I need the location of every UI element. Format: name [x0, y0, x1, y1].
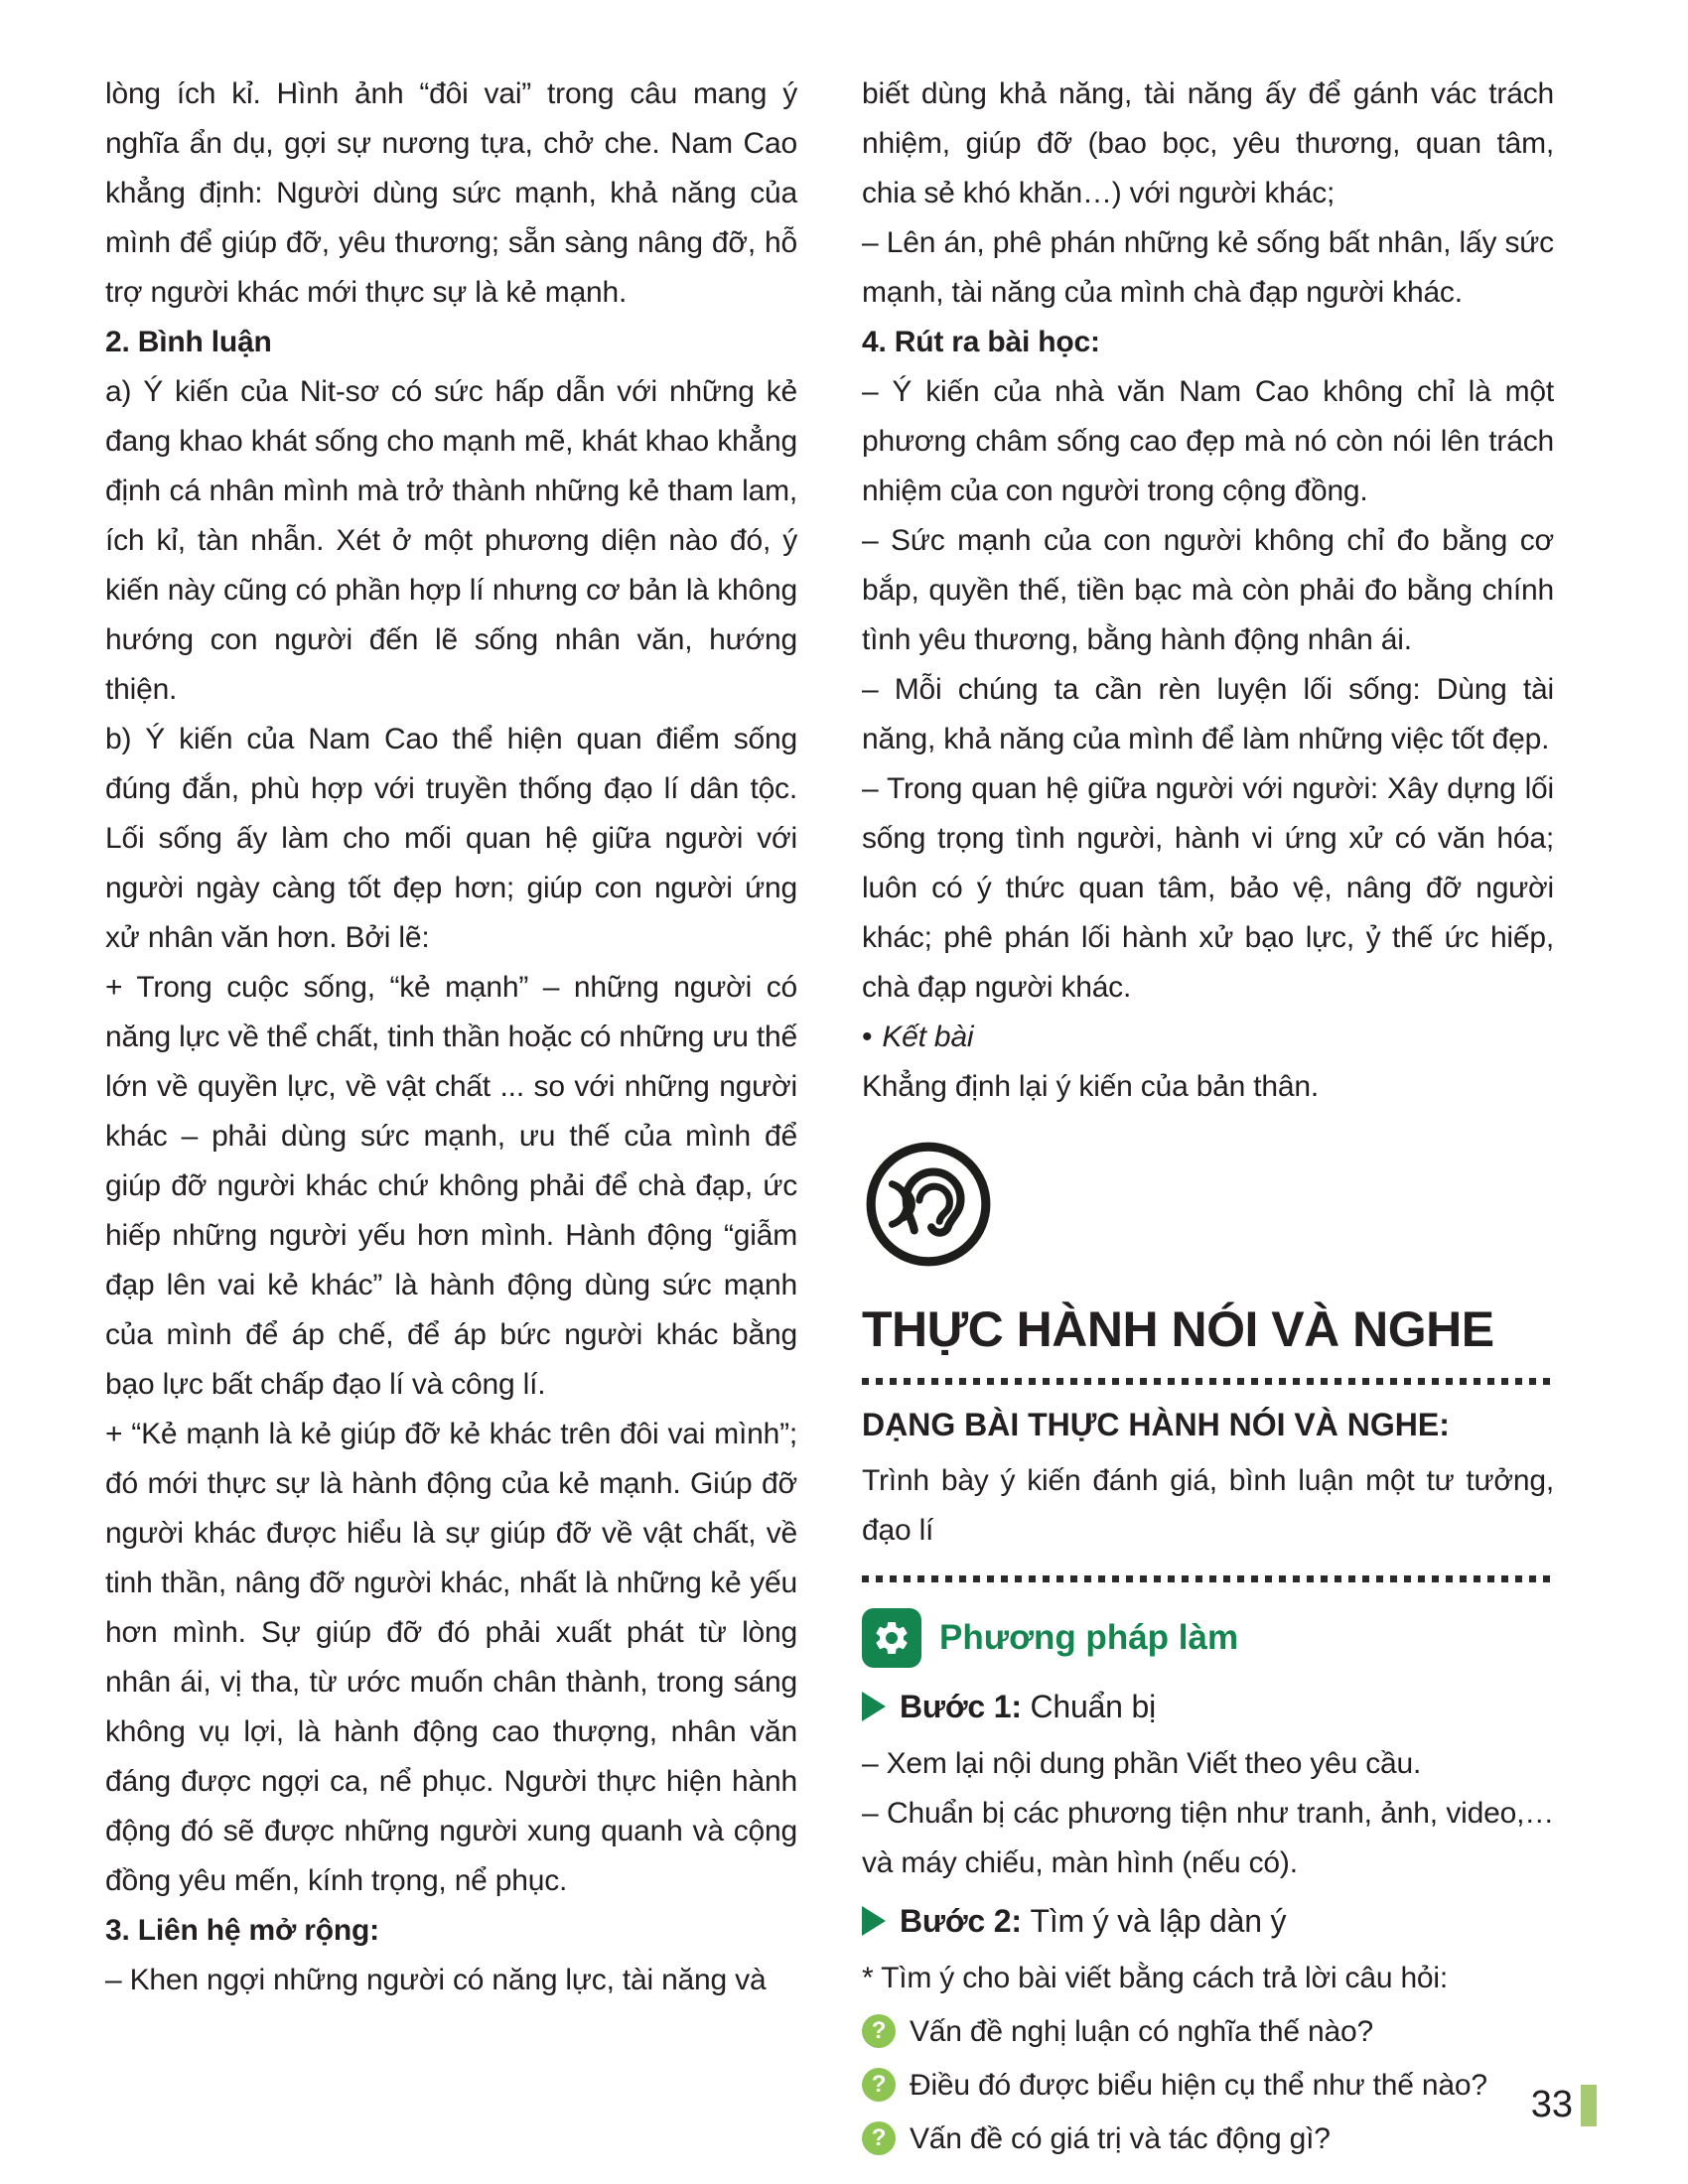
right-column: [862, 69, 1554, 2168]
paragraph: – Lên án, phê phán những kẻ sống bất nhân, lấy sức mạnh, tài năng của mình chà đạp người khác.: [862, 226, 1554, 309]
question-mark-circle-icon: ?: [862, 2121, 896, 2155]
paragraph: Khẳng định lại ý kiến của bản thân.: [862, 1070, 1320, 1103]
step-1-item: – Chuẩn bị các phương tiện như tranh, ảnh, video,… và máy chiếu, màn hình (nếu có).: [862, 1797, 1554, 1879]
question-text: Vấn đề có giá trị và tác động gì?: [910, 2122, 1331, 2155]
page-number: 33: [1530, 2084, 1573, 2125]
step-1-text: Chuẩn bị: [1030, 1689, 1156, 1724]
paragraph: – Mỗi chúng ta cần rèn luyện lối sống: Dùng tài năng, khả năng của mình để làm những việc tốt đẹp.: [862, 673, 1554, 755]
paragraph: + “Kẻ mạnh là kẻ giúp đỡ kẻ khác trên đôi vai mình”; đó mới thực sự là hành động của kẻ mạnh. Giúp đỡ người khác được hiểu là sự giúp đỡ về vật chất, về tinh thần, nâng đỡ người khác, nhất là những kẻ yếu hơn mình. Sự giúp đỡ đó phải xuất phát từ lòng nhân ái, vị tha, từ ước muốn chân thành, trong sáng không vụ lợi, là hành động cao thượng, nhân văn đáng được ngợi ca, nể phục. Người thực hiện hành động đó sẽ được những người xung quanh và cộng đồng yêu mến, kính trọng, nể phục.: [105, 1418, 797, 1897]
page-footer: [1531, 2084, 1597, 2126]
find-ideas-intro: * Tìm ý cho bài viết bằng cách trả lời câu hỏi:: [862, 1962, 1449, 1994]
paragraph: – Sức mạnh của con người không chỉ đo bằng cơ bắp, quyền thế, tiền bạc mà còn phải đo bằng chính tình yêu thương, bằng hành động nhân ái.: [862, 524, 1554, 656]
paragraph: lòng ích kỉ. Hình ảnh “đôi vai” trong câu mang ý nghĩa ẩn dụ, gợi sự nương tựa, chở che. Nam Cao khẳng định: Người dùng sức mạnh, khả năng của mình để giúp đỡ, yêu thương; sẵn sàng nâng đỡ, hỗ trợ người khác mới thực sự là kẻ mạnh.: [105, 77, 797, 309]
paragraph: – Khen ngợi những người có năng lực, tài năng và: [105, 1964, 767, 1996]
step-1-row: [862, 1682, 1554, 1731]
step-1-label: Bước 1:: [900, 1689, 1022, 1724]
question-text: Vấn đề nghị luận có nghĩa thế nào?: [910, 2015, 1373, 2048]
gear-icon: [862, 1608, 921, 1668]
question-item: [862, 2061, 1554, 2111]
question-item: [862, 2115, 1554, 2164]
question-mark-circle-icon: ?: [862, 2068, 896, 2102]
dotted-divider: [862, 1378, 1554, 1385]
section-heading-rut-ra-bai-hoc: 4. Rút ra bài học:: [862, 326, 1100, 358]
section-heading-binh-luan: 2. Bình luận: [105, 326, 272, 358]
practice-type-subheading: DẠNG BÀI THỰC HÀNH NÓI VÀ NGHE:: [862, 1407, 1450, 1442]
method-title-label: Phương pháp làm: [939, 1618, 1239, 1657]
question-item: [862, 2007, 1554, 2057]
dotted-divider: [862, 1575, 1554, 1582]
paragraph: biết dùng khả năng, tài năng ấy để gánh vác trách nhiệm, giúp đỡ (bao bọc, yêu thương, quan tâm, chia sẻ khó khăn…) với người khác;: [862, 77, 1554, 209]
paragraph: – Ý kiến của nhà văn Nam Cao không chỉ là một phương châm sống cao đẹp mà nó còn nói lên trách nhiệm của con người trong cộng đồng.: [862, 375, 1554, 507]
left-column: [105, 69, 797, 2005]
method-section-title: [862, 1608, 1554, 1668]
paragraph: a) Ý kiến của Nit-sơ có sức hấp dẫn với những kẻ đang khao khát sống cho mạnh mẽ, khát khao khẳng định cá nhân mình mà trở thành những kẻ tham lam, ích kỉ, tàn nhẫn. Xét ở một phương diện nào đó, ý kiến này cũng có phần hợp lí nhưng cơ bản là không hướng con người đến lẽ sống nhân văn, hướng thiện.: [105, 375, 797, 706]
ear-icon: [862, 1138, 995, 1271]
paragraph: + Trong cuộc sống, “kẻ mạnh” – những người có năng lực về thể chất, tinh thần hoặc có những ưu thế lớn về quyền lực, về vật chất ... so với những người khác – phải dùng sức mạnh, ưu thế của mình để giúp đỡ người khác chứ không phải để chà đạp, ức hiếp những người yếu hơn mình. Hành động “giẫm đạp lên vai kẻ khác” là hành động dùng sức mạnh của mình để áp chế, để áp bức người khác bằng bạo lực bất chấp đạo lí và công lí.: [105, 971, 797, 1401]
triangle-icon: [862, 1692, 886, 1721]
section-heading-lien-he: 3. Liên hệ mở rộng:: [105, 1914, 379, 1947]
question-mark-circle-icon: ?: [862, 2014, 896, 2048]
question-text: Điều đó được biểu hiện cụ thể như thế nào?: [910, 2069, 1487, 2102]
step-1-item: – Xem lại nội dung phần Viết theo yêu cầu.: [862, 1747, 1422, 1780]
paragraph: – Trong quan hệ giữa người với người: Xây dựng lối sống trọng tình người, hành vi ứng xử có văn hóa; luôn có ý thức quan tâm, bảo vệ, nâng đỡ người khác; phê phán lối hành xử bạo lực, ỷ thế ức hiếp, chà đạp người khác.: [862, 772, 1554, 1004]
step-2-row: [862, 1896, 1554, 1946]
triangle-icon: [862, 1906, 886, 1936]
step-2-label: Bước 2:: [900, 1903, 1022, 1939]
practice-description: Trình bày ý kiến đánh giá, bình luận một tư tưởng, đạo lí: [862, 1464, 1554, 1547]
page-number-bar: [1581, 2085, 1597, 2126]
step-2-text: Tìm ý và lập dàn ý: [1030, 1903, 1287, 1939]
practice-speaking-heading: THỰC HÀNH NÓI VÀ NGHE: [862, 1301, 1494, 1357]
bullet-dot: •: [862, 1021, 873, 1053]
conclusion-label: [862, 1013, 1554, 1062]
ket-bai-label: Kết bài: [882, 1021, 974, 1053]
listen-section-icon-wrap: [862, 1138, 1554, 1287]
paragraph: b) Ý kiến của Nam Cao thể hiện quan điểm sống đúng đắn, phù hợp với truyền thống đạo lí dân tộc. Lối sống ấy làm cho mối quan hệ giữa người với người ngày càng tốt đẹp hơn; giúp con người ứng xử nhân văn hơn. Bởi lẽ:: [105, 723, 797, 954]
